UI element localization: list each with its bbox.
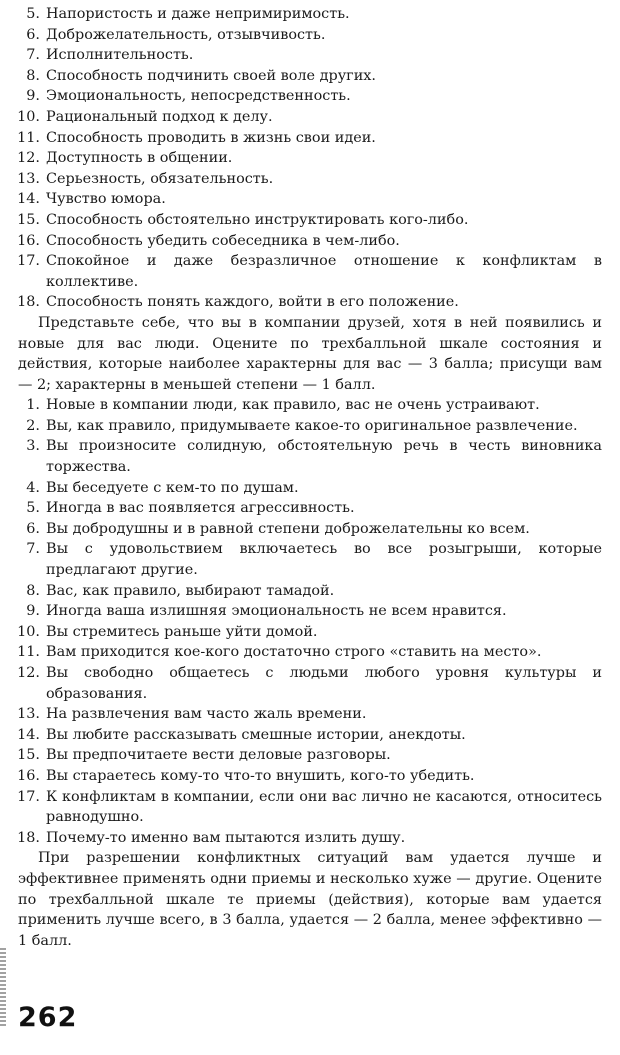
list-item-number: 7.: [26, 541, 40, 558]
list-item-number: 4.: [26, 479, 40, 496]
list-item-text: Новые в компании люди, как правило, вас не очень устраивают.: [46, 397, 540, 414]
list-item-text: Вы произносите солидную, обстоятельную речь в честь виновника торжества.: [46, 438, 602, 476]
list-item-text: Вы с удовольствием включаетесь во все розыгрыши, которые предлагают другие.: [46, 541, 602, 579]
book-page: [0, 4, 620, 951]
list-item: [0, 539, 620, 580]
list-item-text: Вы свободно общаетесь с людьми любого уровня культуры и образования.: [46, 665, 602, 702]
list-item: [0, 519, 620, 540]
list-item-number: 10.: [17, 108, 40, 125]
list-item-number: 16.: [17, 767, 40, 784]
list-item-number: 18.: [17, 294, 40, 311]
list-item-number: 13.: [17, 170, 40, 187]
list-item-number: 16.: [17, 232, 40, 249]
list-item-text: Почему-то именно вам пытаются излить душу.: [46, 829, 406, 846]
list-item-text: Вы, как правило, придумываете какое-то оригинальное развлечение.: [46, 417, 578, 434]
trait-list: [0, 4, 620, 313]
list-item-number: 3.: [26, 438, 40, 455]
list-item: [0, 86, 620, 107]
list-item-number: 17.: [17, 253, 40, 270]
scan-margin-mark: [0, 948, 6, 1026]
list-item-text: Исполнительность.: [46, 47, 194, 64]
instruction-paragraph-2: При разрешении конфликтных ситуаций вам удается лучше и эффективнее применять одни приемы и несколько хуже — другие. Оцените по трехбалльной шкале те приемы (действия), которые вам удается применить лучше всего, в 3 балла, удается — 2 балла, менее эффективно — 1 балл.: [18, 850, 602, 949]
list-item-text: Вы стремитесь раньше уйти домой.: [46, 623, 318, 640]
list-item: [0, 581, 620, 602]
list-item: [0, 210, 620, 231]
list-item-number: 17.: [17, 788, 40, 805]
list-item-number: 8.: [26, 67, 40, 84]
list-item-number: 1.: [26, 397, 40, 414]
list-item-text: Серьезность, обязательность.: [46, 170, 274, 187]
list-item-number: 2.: [26, 417, 40, 434]
list-item-text: Способность подчинить своей воле других.: [46, 67, 376, 84]
list-item-text: Рациональный подход к делу.: [46, 108, 273, 125]
list-item: [0, 45, 620, 66]
list-item: [0, 25, 620, 46]
list-item-number: 15.: [17, 211, 40, 228]
list-item: [0, 4, 620, 25]
list-item-text: Доступность в общении.: [46, 150, 233, 167]
list-item-text: Спокойное и даже безразличное отношение к конфликтам в коллективе.: [46, 253, 602, 290]
list-item-number: 9.: [26, 603, 40, 620]
list-item-text: Способность понять каждого, войти в его положение.: [46, 294, 459, 311]
list-item: [0, 663, 620, 704]
list-item: [0, 601, 620, 622]
list-item: [0, 622, 620, 643]
list-item: [0, 642, 620, 663]
list-item-number: 13.: [17, 706, 40, 723]
list-item-number: 6.: [26, 26, 40, 43]
list-item: [0, 478, 620, 499]
list-item: [0, 128, 620, 149]
list-item: [0, 745, 620, 766]
list-item: [0, 704, 620, 725]
list-item-text: Иногда ваша излишняя эмоциональность не всем нравится.: [46, 603, 507, 620]
list-item-text: Способность убедить собеседника в чем-либо.: [46, 232, 400, 249]
list-item-text: Вас, как правило, выбирают тамадой.: [46, 582, 335, 599]
list-item: [0, 828, 620, 849]
list-item-number: 18.: [17, 829, 40, 846]
list-item-text: Вы стараетесь кому-то что-то внушить, кого-то убедить.: [46, 767, 475, 784]
instruction-paragraph-1: Представьте себе, что вы в компании друзей, хотя в ней появились и новые для вас люди. Оцените по трехбалльной шкале состояния и действия, которые наиболее характерны для вас — 3 балла; присущи вам — 2; характерны в меньшей степени — 1 балл.: [18, 314, 602, 393]
list-item: [0, 107, 620, 128]
list-item-text: Вы предпочитаете вести деловые разговоры.: [46, 747, 391, 764]
list-item: [0, 725, 620, 746]
list-item-text: Способность проводить в жизнь свои идеи.: [46, 129, 376, 146]
list-item-number: 5.: [26, 500, 40, 517]
list-item-number: 5.: [26, 6, 40, 22]
list-item: [0, 395, 620, 416]
list-item-number: 12.: [17, 665, 40, 681]
list-item-text: Иногда в вас появляется агрессивность.: [46, 500, 355, 517]
list-item-text: На развлечения вам часто жаль времени.: [46, 706, 367, 723]
list-item: [0, 787, 620, 828]
list-item: [0, 292, 620, 313]
list-item-text: Вы любите рассказывать смешные истории, анекдоты.: [46, 726, 466, 743]
list-item-text: Напористость и даже непримиримость.: [46, 6, 350, 22]
list-item-number: 14.: [17, 726, 40, 743]
list-item-number: 14.: [17, 191, 40, 208]
list-item: [0, 148, 620, 169]
list-item-number: 10.: [17, 623, 40, 640]
list-item-text: Способность обстоятельно инструктировать кого-либо.: [46, 211, 469, 228]
page-number: 262: [18, 1002, 78, 1033]
list-item-number: 8.: [26, 582, 40, 599]
list-item-text: Вы беседуете с кем-то по душам.: [46, 479, 299, 496]
list-item: [0, 416, 620, 437]
list-item: [0, 66, 620, 87]
list-item-number: 9.: [26, 88, 40, 105]
list-item-text: Эмоциональность, непосредственность.: [46, 88, 351, 105]
list-item-text: Вы добродушны и в равной степени доброжелательны ко всем.: [46, 520, 530, 537]
list-item: [0, 436, 620, 477]
list-item-number: 6.: [26, 520, 40, 537]
list-item: [0, 189, 620, 210]
list-item-text: Чувство юмора.: [46, 191, 166, 208]
list-item-number: 15.: [17, 747, 40, 764]
list-item-text: К конфликтам в компании, если они вас лично не касаются, относитесь равнодушно.: [46, 788, 602, 826]
list-item-number: 11.: [17, 644, 40, 661]
list-item-number: 11.: [17, 129, 40, 146]
list-item: [0, 498, 620, 519]
list-item-text: Вам приходится кое-кого достаточно строго «ставить на место».: [46, 644, 542, 661]
list-item: [0, 766, 620, 787]
list-item-number: 7.: [26, 47, 40, 64]
list-item: [0, 169, 620, 190]
list-item: [0, 251, 620, 292]
list-item-number: 12.: [17, 150, 40, 167]
list-item-text: Доброжелательность, отзывчивость.: [46, 26, 326, 43]
situation-list: [0, 395, 620, 848]
list-item: [0, 231, 620, 252]
